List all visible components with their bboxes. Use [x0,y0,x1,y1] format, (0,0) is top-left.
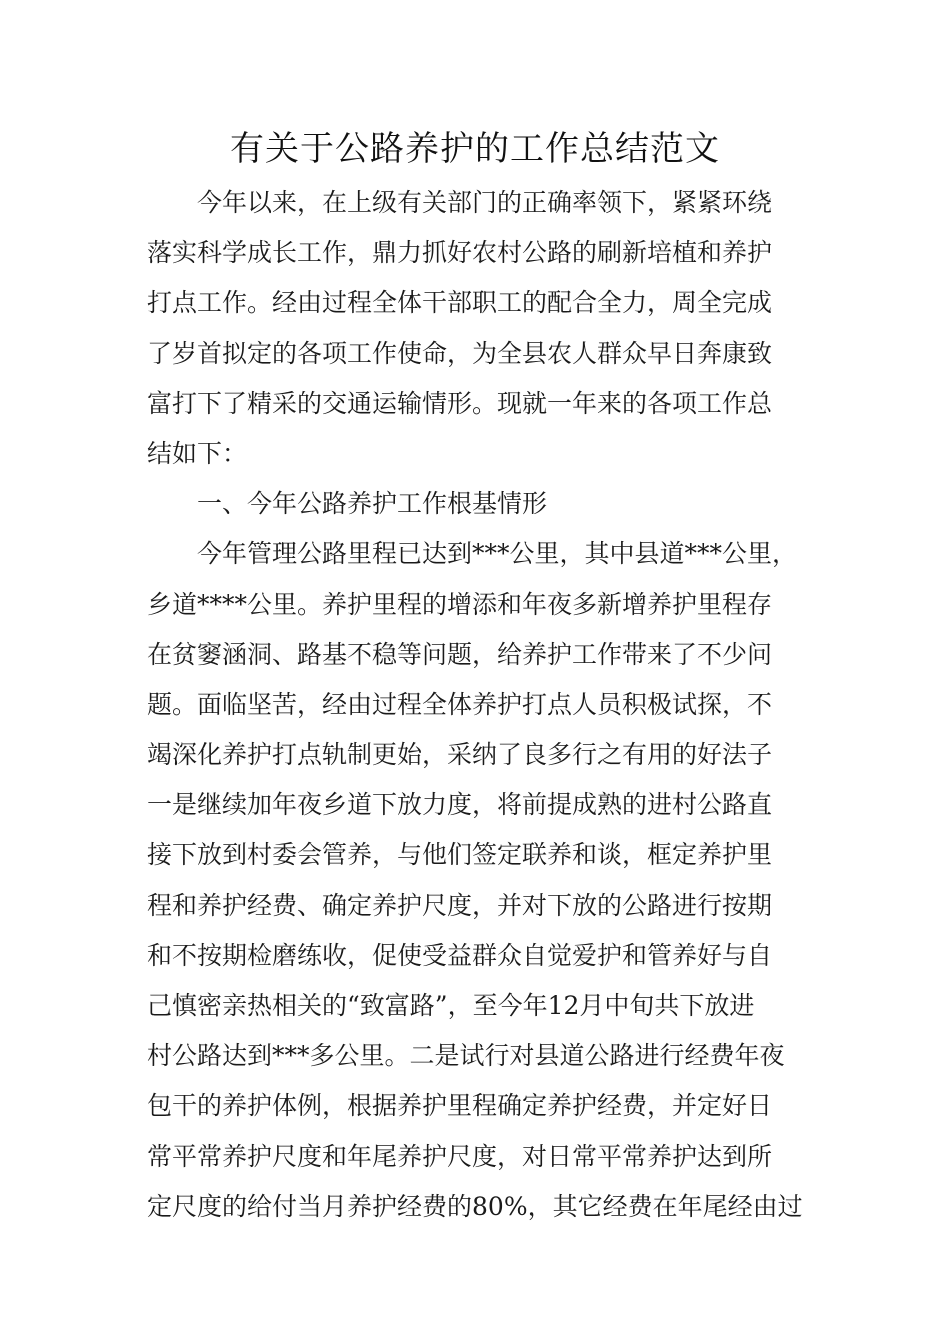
paragraph-line: 和不按期检磨练收，促使受益群众自觉爱护和管养好与自 [147,940,773,970]
paragraph-line: 结如下： [147,438,248,468]
paragraph-line: 一是继续加年夜乡道下放力度，将前提成熟的进村公路直 [147,790,773,820]
document-title: 有关于公路养护的工作总结范文 [230,129,720,169]
paragraph-line: 在贫窭涵洞、路基不稳等问题，给养护工作带来了不少问 [147,639,773,669]
paragraph-line: 竭深化养护打点轨制更始，采纳了良多行之有用的好法子 [147,740,773,770]
paragraph-line: 了岁首拟定的各项工作使命，为全县农人群众早日奔康致 [147,338,773,368]
paragraph-line: 今年管理公路里程已达到***公里，其中县道***公里， [197,539,798,569]
paragraph-line: 己慎密亲热相关的“致富路”，至今年12月中旬共下放进 [147,991,755,1020]
paragraph-line: 接下放到村委会管养，与他们签定联养和谈，框定养护里 [147,840,773,870]
paragraph-line: 包干的养护体例，根据养护里程确定养护经费，并定好日 [147,1091,773,1121]
paragraph-line: 落实科学成长工作，鼎力抓好农村公路的刷新培植和养护 [147,238,773,268]
paragraph-line: 定尺度的给付当月养护经费的80%，其它经费在年尾经由过 [147,1191,803,1221]
paragraph-line: 村公路达到***多公里。二是试行对县道公路进行经费年夜 [147,1041,785,1071]
paragraph-line: 富打下了精采的交通运输情形。现就一年来的各项工作总 [147,388,773,418]
paragraph-line: 题。面临坚苦，经由过程全体养护打点人员积极试探，不 [147,689,773,719]
document-body [147,178,807,1232]
paragraph-line: 乡道****公里。养护里程的增添和年夜多新增养护里程存 [147,589,773,619]
section-heading: 一、今年公路养护工作根基情形 [197,489,548,519]
paragraph-line: 程和养护经费、确定养护尺度，并对下放的公路进行按期 [147,890,773,920]
paragraph-line: 常平常养护尺度和年尾养护尺度，对日常平常养护达到所 [147,1141,773,1171]
paragraph-line: 今年以来，在上级有关部门的正确率领下，紧紧环绕 [197,188,773,217]
paragraph-line: 打点工作。经由过程全体干部职工的配合全力，周全完成 [147,288,773,318]
